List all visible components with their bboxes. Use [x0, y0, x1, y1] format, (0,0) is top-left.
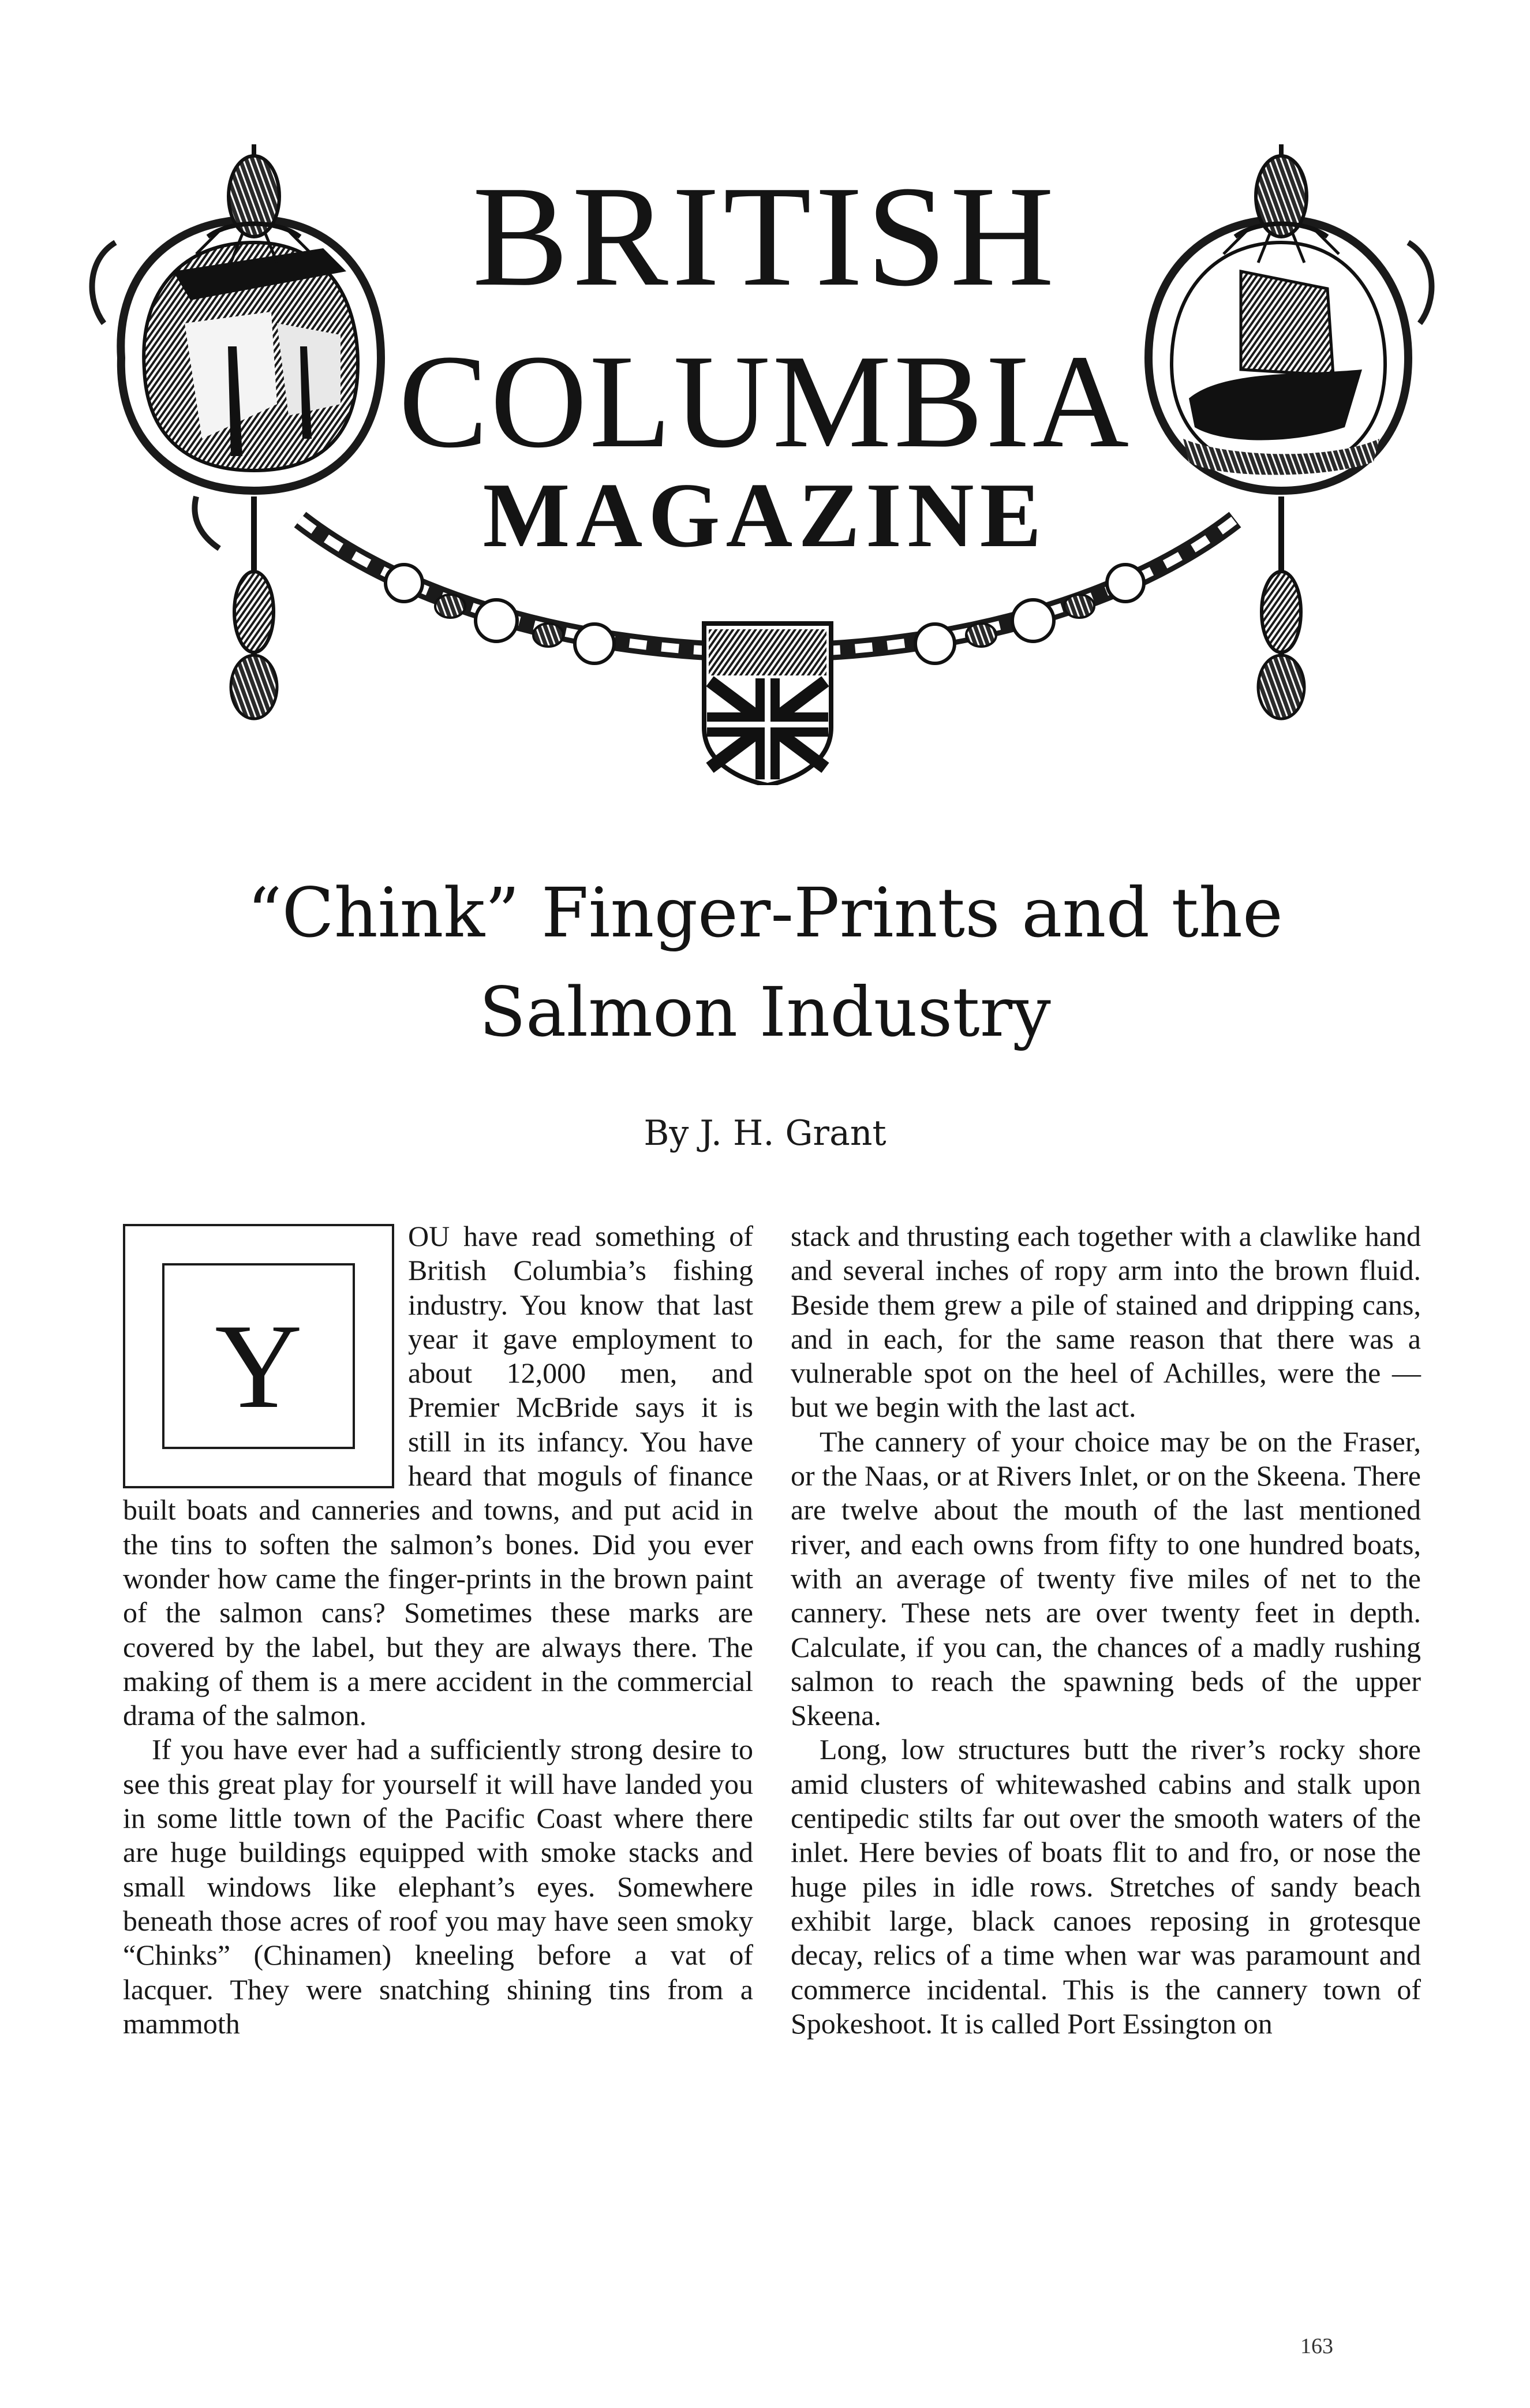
masthead-line-2: COLUMBIA [398, 327, 1132, 476]
masthead [0, 0, 1530, 785]
paragraph: Long, low structures butt the river’s rocky shore amid clusters of whitewashed cabins and stalk upon centipedic stilts far out over the smooth waters of the inlet. Here bevies of boats flit to and fro, or nose the huge piles in idle rows. Stretches of sandy beach exhibit large, black canoes reposing in grotesque decay, relics of a time when war was paramount and commerce incidental. This is the cannery town of Spokeshoot. It is called Port Essington on [791, 1733, 1421, 2040]
masthead-line-3: MAGAZINE [482, 464, 1048, 566]
article-title: “Chink” Finger-Prints and the Salmon Industry [247, 873, 1283, 1052]
page-number: 163 [1300, 2334, 1333, 2358]
paragraph: OU have read something of British Columbia’s fishing industry. You know that last year it gave employment to about 12,000 men, and Premier McBride says it is still in its infancy. You have heard that moguls of finance built boats and canneries and towns, and put acid in the tins to soften the salmon’s bones. Did you ever wonder how came the finger-prints in the brown paint of the salmon cans? Sometimes these marks are covered by the label, but they are always there. The making of them is a mere accident in the commercial drama of the salmon. [123, 1220, 753, 1732]
byline: By J. H. Grant [644, 1113, 886, 1153]
right-column [791, 1219, 1421, 2041]
drop-cap [123, 1224, 394, 1488]
left-column [123, 1219, 753, 2041]
paragraph: If you have ever had a sufficiently strong desire to see this great play for yourself it will have landed you in some little town of the Pacific Coast where there are huge buildings equipped with smoke stacks and small windows like elephant’s eyes. Somewhere beneath those acres of roof you may have seen smoky “Chinks” (Chinamen) kneeling before a vat of lacquer. They were snatching shining tins from a mammoth [123, 1733, 753, 2040]
union-jack-shield-icon [704, 624, 831, 785]
drop-cap-letter: Y [215, 1300, 302, 1433]
paragraph: The cannery of your choice may be on the Fraser, or the Naas, or at Rivers Inlet, or on the Skeena. There are twelve about the mouth of the last mentioned river, and each owns from fifty to one hundred boats, with an average of twenty five miles of net to the cannery. These nets are over twenty feet in depth. Calculate, if you can, the chances of a madly rushing salmon to reach the spawning beds of the upper Skeena. [791, 1425, 1421, 1732]
masthead-line-1: BRITISH [472, 156, 1058, 316]
paragraph: stack and thrusting each together with a clawlike hand and several inches of ropy arm into the brown fluid. Beside them grew a pile of stained and dripping cans, and in each, for the same reason that there was a vulnerable spot on the heel of Achilles, were the — but we begin with the last act. [791, 1220, 1421, 1424]
